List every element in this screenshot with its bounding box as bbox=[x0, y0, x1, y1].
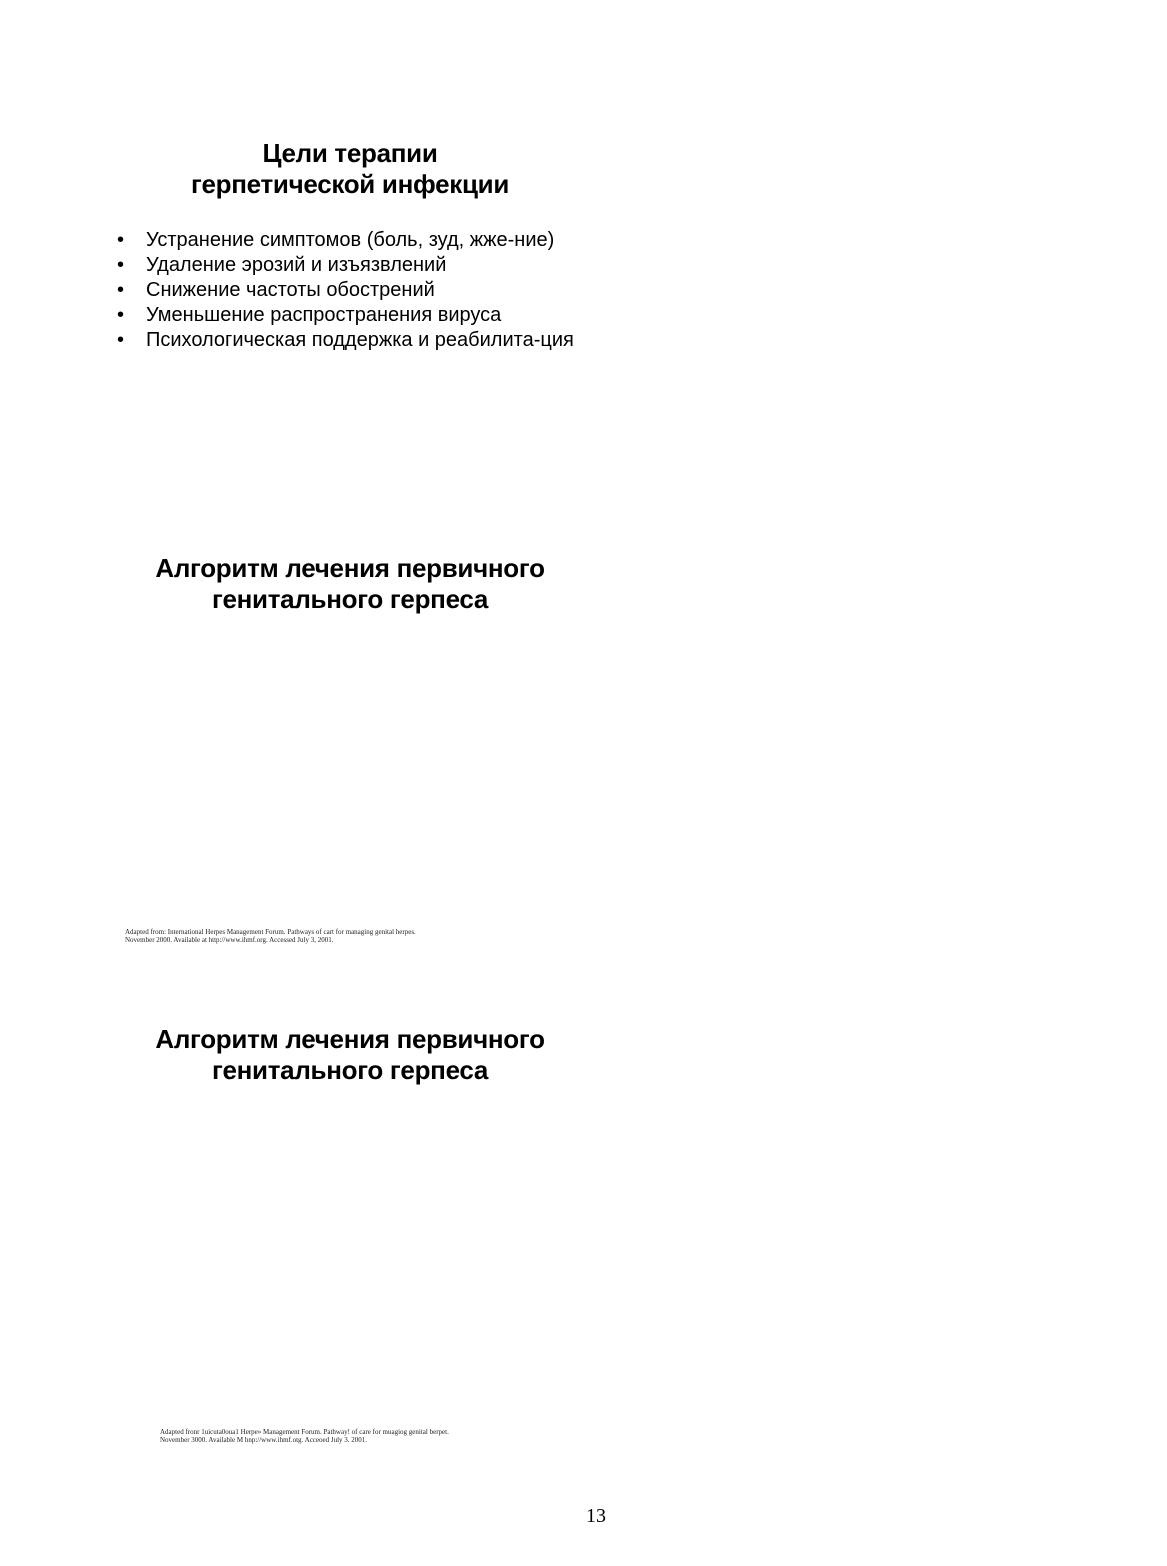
citation-line: November 3000. Available M hnp://www.ihmf.otg. Acceoed July 3. 2001. bbox=[160, 1436, 368, 1444]
bullet-icon: • bbox=[117, 329, 125, 351]
title-line: Алгоритм лечения первичного bbox=[155, 553, 545, 583]
bullet-icon: • bbox=[117, 279, 125, 301]
title-line: Цели терапии bbox=[262, 138, 438, 168]
bullet-icon: • bbox=[117, 304, 125, 326]
source-citation bbox=[160, 1428, 449, 1444]
bullet-text: Снижение частоты обострений bbox=[146, 279, 435, 301]
bullet-item bbox=[110, 253, 588, 278]
title-line: генитального герпеса bbox=[211, 1055, 489, 1085]
bullet-text: Психологическая поддержка и реабилита-ция bbox=[146, 329, 574, 351]
slide-title bbox=[110, 553, 590, 615]
title-line: герпетической инфекции bbox=[190, 169, 510, 199]
title-line: генитального герпеса bbox=[211, 584, 489, 614]
citation-line: Adapted from: International Herpes Management Forum. Pathways of cart for managing genital herpes. bbox=[125, 928, 416, 936]
title-line: Алгоритм лечения первичного bbox=[155, 1024, 545, 1054]
bullet-text: Уменьшение распространения вируса bbox=[146, 304, 502, 326]
bullet-text: Устранение симптомов (боль, зуд, жже-ние) bbox=[146, 229, 555, 251]
bullet-item bbox=[110, 328, 588, 353]
bullet-icon: • bbox=[117, 254, 125, 276]
bullet-list bbox=[110, 228, 588, 353]
bullet-item bbox=[110, 278, 588, 303]
citation-line: Adapted fronr 1uicuta0oua1 Herpe» Management Forum. Pathway! of care for muagiog genital berpet. bbox=[160, 1428, 449, 1436]
slide-title bbox=[110, 138, 590, 200]
citation-line: November 2000. Available at http://www.ihmf.org. Accessed July 3, 2001. bbox=[125, 936, 334, 944]
bullet-icon: • bbox=[117, 229, 125, 251]
source-citation bbox=[125, 928, 416, 944]
bullet-text: Удаление эрозий и изъязвлений bbox=[146, 254, 447, 276]
bullet-item bbox=[110, 228, 588, 253]
page-number: 13 bbox=[586, 1505, 606, 1527]
bullet-item bbox=[110, 303, 588, 328]
slide-title bbox=[110, 1024, 590, 1086]
